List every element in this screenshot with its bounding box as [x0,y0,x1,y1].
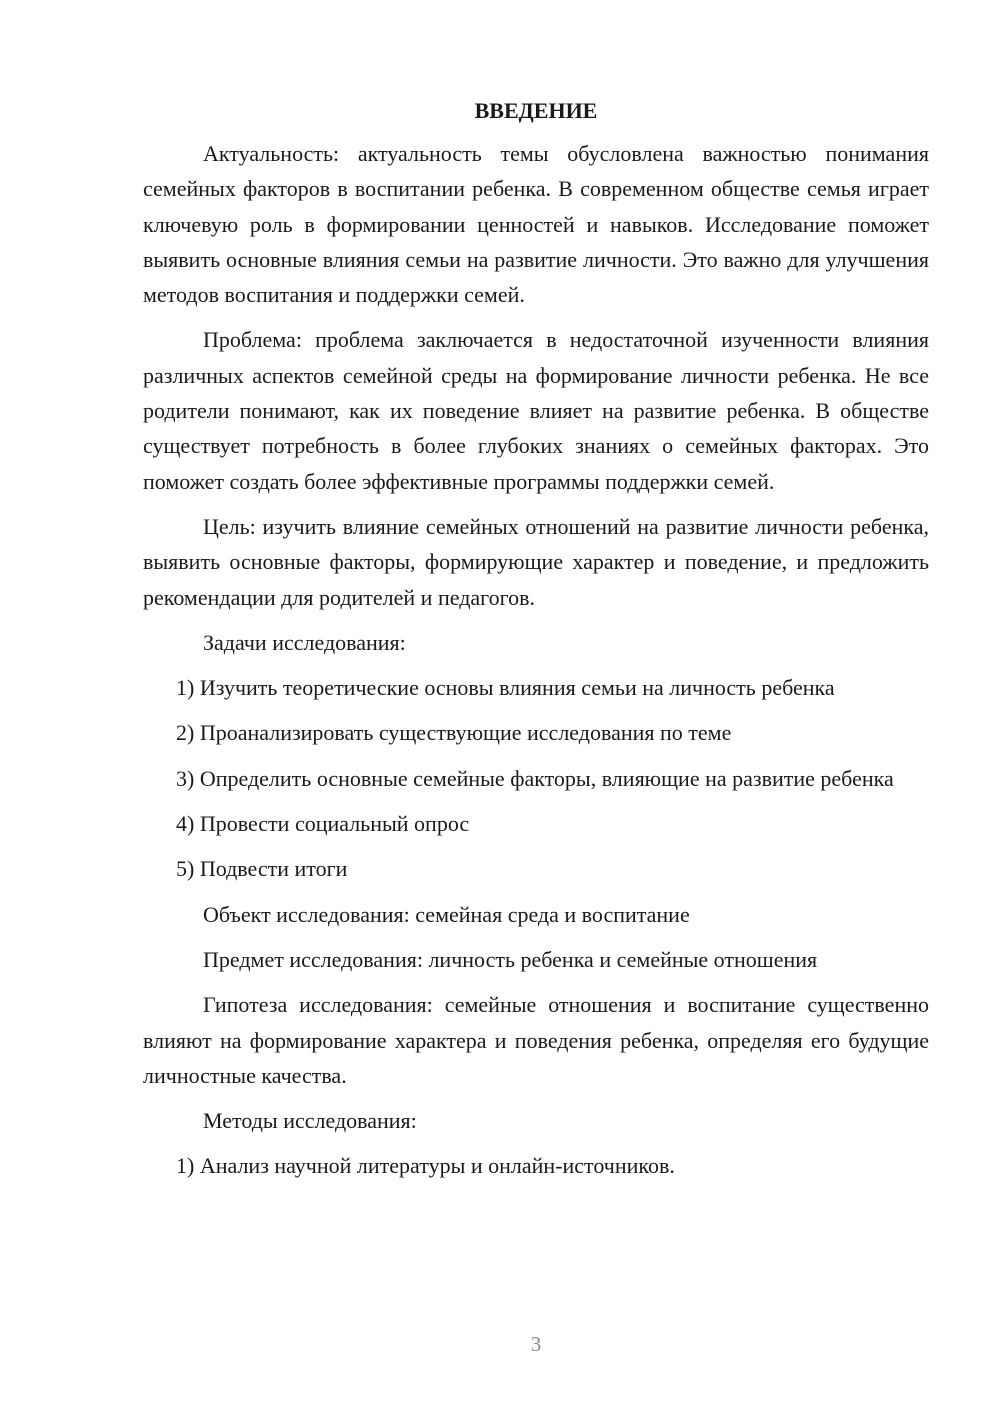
task-item: 2) Проанализировать существующие исследования по теме [176,720,732,746]
research-subject: Предмет исследования: личность ребенка и семейные отношения [203,946,818,972]
research-object: Объект исследования: семейная среда и воспитание [203,901,690,927]
section-title: ВВЕДЕНИЕ [474,98,598,123]
method-item: 1) Анализ научной литературы и онлайн-источников. [176,1153,675,1179]
task-item: 1) Изучить теоретические основы влияния семьи на личность ребенка [176,675,835,701]
task-item: 5) Подвести итоги [176,856,348,882]
research-hypothesis: Гипотеза исследования: семейные отношения и воспитание существенно влияют на формирование характера и поведения ребенка, определяя его будущие личностные качества. [143,992,929,1088]
relevance-paragraph: Актуальность: актуальность темы обусловлена важностью понимания семейных факторов в воспитании ребенка. В современном обществе семья играет ключевую роль в формировании ценностей и навыков. Исследование поможет выявить основные влияния семьи на развитие личности. Это важно для улучшения методов воспитания и поддержки семей. [143,141,929,308]
tasks-heading: Задачи исследования: [203,629,406,655]
goal-paragraph: Цель: изучить влияние семейных отношений на развитие личности ребенка, выявить основные факторы, формирующие характер и поведение, и предложить рекомендации для родителей и педагогов. [143,513,929,610]
problem-paragraph: Проблема: проблема заключается в недостаточной изученности влияния различных аспектов семейной среды на формирование личности ребенка. Не все родители понимают, как их поведение влияет на развитие ребенка. В обществе существует потребность в более глубоких знаниях о семейных факторах. Это поможет создать более эффективные программы поддержки семей. [143,327,929,494]
task-item: 3) Определить основные семейные факторы, влияющие на развитие ребенка [176,765,894,791]
methods-heading: Методы исследования: [203,1108,417,1134]
document-page [143,96,929,1194]
page-number: 3 [530,1332,542,1356]
task-item: 4) Провести социальный опрос [176,811,470,837]
